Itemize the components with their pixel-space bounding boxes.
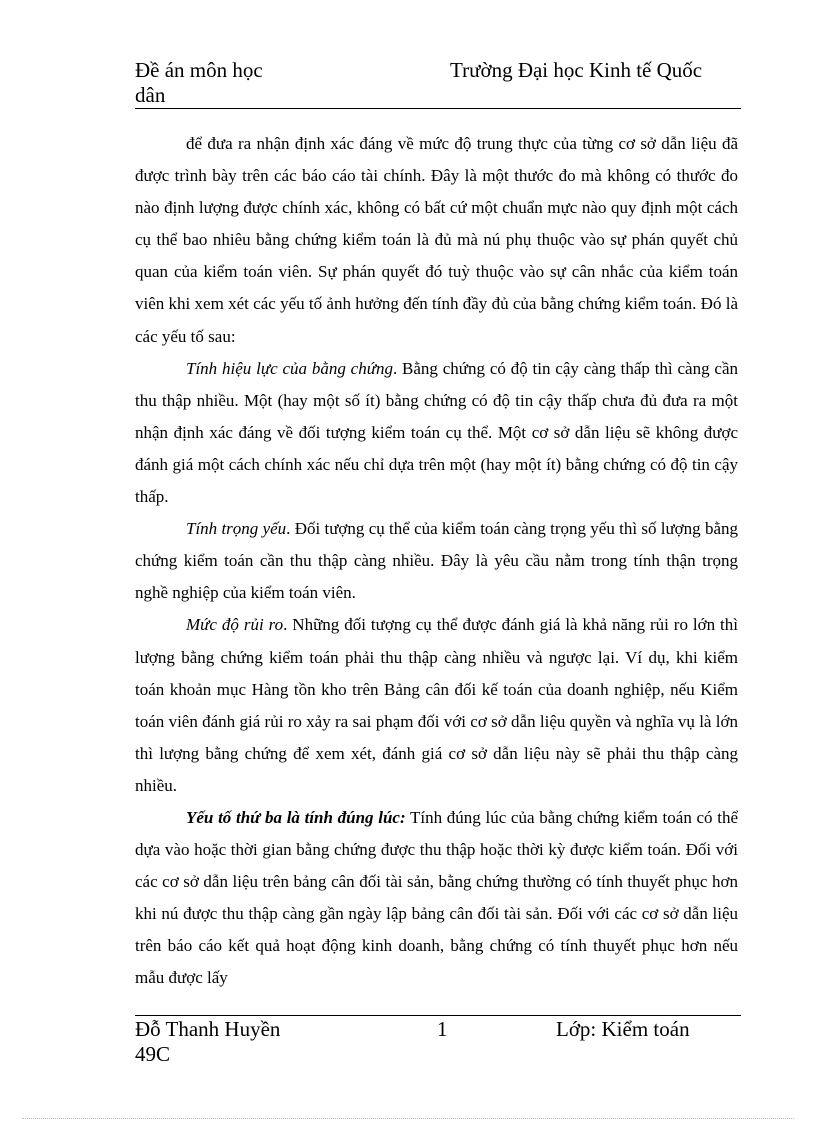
footer-author-class-code: 49C xyxy=(135,1042,171,1066)
paragraph-materiality xyxy=(135,513,738,609)
page-footer xyxy=(135,1017,741,1069)
footer-page-number: 1 xyxy=(437,1017,448,1041)
paragraph-materiality-lead: Tính trọng yếu xyxy=(186,519,287,539)
page-bottom-border xyxy=(22,1118,794,1119)
header-course-title-line2: dân xyxy=(135,83,166,107)
paragraph-risk-level-lead: Mức độ rủi ro xyxy=(186,615,284,635)
footer-author-name: Đỗ Thanh Huyền xyxy=(135,1017,281,1041)
paragraph-intro-text: để đưa ra nhận định xác đáng về mức độ trung thực của từng cơ sở dẫn liệu đã được trình bày trên các báo cáo tài chính. Đây là một thước đo mà không có thước đo nào định lượng được chính xác, không có bất cứ một chuẩn mực nào quy định một cách cụ thể bao nhiêu bằng chứng kiểm toán là đủ mà nú phụ thuộc vào sự phán quyết chủ quan của kiểm toán viên. Sự phán quyết đó tuỳ thuộc vào sự cân nhắc của kiểm toán viên khi xem xét các yếu tố ảnh hưởng đến tính đầy đủ của bằng chứng kiểm toán. Đó là các yếu tố sau: xyxy=(135,134,738,346)
paragraph-evidence-validity xyxy=(135,353,738,513)
footer-author xyxy=(135,1017,280,1067)
paragraph-timeliness-text: Tính đúng lúc của bằng chứng kiểm toán có thể dựa vào hoặc thời gian bằng chứng được thu thập hoặc thời kỳ được kiểm toán. Đối với các cơ sở dẫn liệu trên bảng cân đối tài sản, bằng chứng thường có tính thuyết phục hơn khi nú được thu thập càng gần ngày lập bảng cân đối tài sản. Đối với các cơ sở dẫn liệu trên báo cáo kết quả hoạt động kinh doanh, bằng chứng có tính thuyết phục hơn nếu mẫu được lấy xyxy=(135,807,738,988)
page-header xyxy=(135,58,741,109)
header-university-name: Trường Đại học Kinh tế Quốc xyxy=(450,58,703,82)
paragraph-risk-level xyxy=(135,609,738,802)
paragraph-evidence-validity-text: . Bằng chứng có độ tin cậy càng thấp thì càng cần thu thập nhiều. Một (hay một số ít) bằng chứng có độ tin cậy thấp chưa đủ đưa ra một nhận định xác đáng về đối tượng kiểm toán cụ thể. Một cơ sở dẫn liệu sẽ không được đánh giá một cách chính xác nếu chỉ dựa trên một (hay một ít) bằng chứng có độ tin cậy thấp. xyxy=(135,358,738,507)
paragraph-timeliness-lead: Yếu tố thứ ba là tính đúng lúc: xyxy=(186,807,406,827)
paragraph-risk-level-text: . Những đối tượng cụ thể được đánh giá là khả năng rủi ro lớn thì lượng bằng chứng kiểm toán phải thu thập càng nhiều và ngược lại. Ví dụ, khi kiểm toán khoản mục Hàng tồn kho trên Bảng cân đối kế toán của doanh nghiệp, nếu Kiểm toán viên đánh giá rủi ro xảy ra sai phạm đối với cơ sở dẫn liệu quyền và nghĩa vụ là lớn thì lượng bằng chứng để xem xét, đánh giá cơ sở dẫn liệu này sẽ phải thu thập càng nhiều. xyxy=(135,615,738,795)
paragraph-materiality-text: . Đối tượng cụ thể của kiểm toán càng trọng yếu thì số lượng bằng chứng kiểm toán cần thu thập càng nhiều. Đây là yêu cầu nằm trong tính thận trọng nghề nghiệp của kiểm toán viên. xyxy=(135,519,738,603)
header-course-title-line1: Đề án môn học xyxy=(135,58,263,82)
paragraph-intro xyxy=(135,128,738,353)
header-course-title xyxy=(135,58,263,108)
paragraph-evidence-validity-lead: Tính hiệu lực của bằng chứng xyxy=(186,358,393,378)
document-body xyxy=(135,128,738,995)
paragraph-timeliness xyxy=(135,802,738,995)
footer-divider xyxy=(135,1015,741,1016)
footer-class-label: Lớp: Kiểm toán xyxy=(556,1017,690,1041)
